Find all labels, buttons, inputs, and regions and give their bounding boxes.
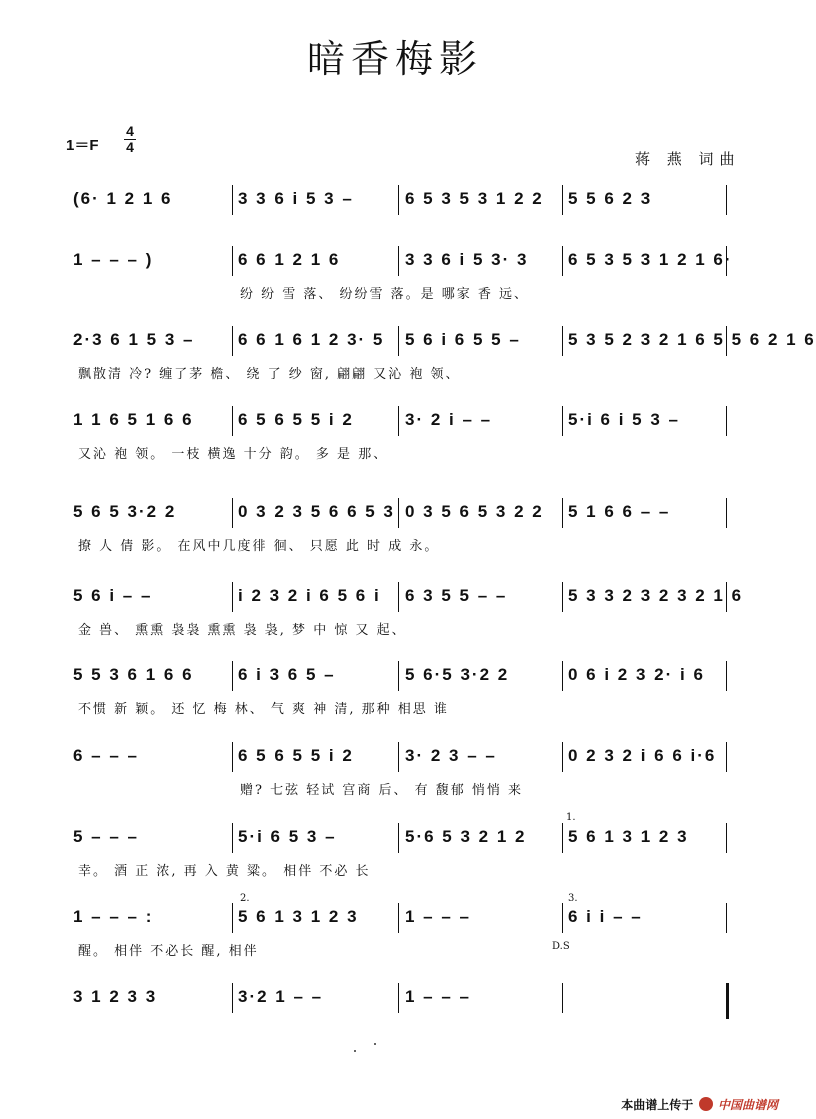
barline [232,661,233,691]
footer-text: 本曲谱上传于 [621,1098,694,1112]
barline [562,246,563,276]
barline [726,903,727,933]
measure: 2·3 6 1 5 3 – [73,330,195,349]
lyric-line: 飘散清 冷? 缠了茅 檐、 绕 了 纱 窗, 翩翩 又沁 袍 领、 [78,367,461,382]
measure: 3 3 6 i 5 3· 3 [405,250,529,269]
measure: 5·i 6 i 5 3 – [568,410,680,429]
volta-second: 2. [240,893,250,904]
barline [562,326,563,356]
measure: 5 6 1 3 1 2 3 [568,827,689,846]
measure: 1 – – – [405,987,471,1006]
barline [562,185,563,215]
measure: 6 5 6 5 5 i 2 [238,410,354,429]
score-row [60,582,744,642]
measure: 5·i 6 5 3 – [238,827,337,846]
measure: 5·6 5 3 2 1 2 [405,827,527,846]
score-row [60,498,730,558]
measure: 0 3 2 3 5 6 6 5 3 [238,502,395,521]
barline [398,983,399,1013]
score-row [60,326,816,386]
footer-credit [621,1096,778,1113]
measure: (6· 1 2 1 6 [73,189,173,208]
lyric-line: 不惯 新 颖。 还 忆 梅 林、 气 爽 神 清, 那种 相思 谁 [78,702,449,717]
barline [398,326,399,356]
barline [232,742,233,772]
measure: 6 5 3 5 3 1 2 1 6· [568,250,733,269]
measure: 6 6 1 2 1 6 [238,250,341,269]
score-row [60,185,730,245]
barline [726,983,729,1019]
lyric-line: 醒。 相伴 不必长 醒, 相伴 [78,944,259,959]
score-row [60,823,730,883]
measure: 3 3 6 i 5 3 – [238,189,354,208]
barline [232,326,233,356]
barline [398,498,399,528]
barline [562,983,563,1013]
measure: 6 i 3 6 5 – [238,665,336,684]
measure: 0 2 3 2 i 6 6 i·6 [568,746,717,765]
barline [398,406,399,436]
score-row [60,903,730,963]
measure: 5 – – – [73,827,139,846]
score-row [60,983,730,1043]
barline [562,582,563,612]
stray-dot [354,1050,356,1052]
measure: 6 – – – [73,746,139,765]
measure: 5 1 6 6 – – [568,502,671,521]
barline [232,246,233,276]
score-row [60,406,730,466]
volta-third: 3. [568,893,578,904]
barline [398,742,399,772]
measure: 5 6 i – – [73,586,153,605]
measure: 1 – – – ) [73,250,154,269]
barline [232,903,233,933]
barline [232,185,233,215]
measure: 5 6 5 3·2 2 [73,502,177,521]
barline [562,661,563,691]
barline [398,903,399,933]
barline [726,498,727,528]
footer-site: 中国曲谱网 [717,1098,778,1112]
measure: 3· 2 i – – [405,410,493,429]
measure: 5 5 6 2 3 [568,189,653,208]
measure: 6 i i – – [568,907,643,926]
composer-credit: 蒋 燕 词曲 [635,150,741,168]
score-row [60,661,730,721]
barline [398,661,399,691]
measure: 5 3 5 2 3 2 1 6 5 5 6 2 1 6 [568,330,816,349]
barline [562,823,563,853]
barline [232,823,233,853]
barline [726,661,727,691]
time-signature [124,124,136,155]
lyric-line: 纷 纷 雪 落、 纷纷雪 落。是 哪家 香 远、 [240,287,530,302]
lyric-line: 撩 人 倩 影。 在风中几度徘 徊、 只愿 此 时 成 永。 [78,539,440,554]
site-logo-icon [699,1097,713,1111]
barline [232,406,233,436]
measure: i 2 3 2 i 6 5 6 i [238,586,381,605]
lyric-line: 幸。 酒 正 浓, 再 入 黄 粱。 相伴 不必 长 [78,864,371,879]
barline [398,582,399,612]
score-row [60,246,733,306]
measure: 5 3 3 2 3 2 3 2 1 6 [568,586,744,605]
measure: 3 1 2 3 3 [73,987,158,1006]
barline [726,185,727,215]
barline [232,498,233,528]
barline [398,823,399,853]
barline [726,823,727,853]
measure: 0 3 5 6 5 3 2 2 [405,502,544,521]
score-title: 暗香梅影 [306,37,483,81]
lyric-line: 赠? 七弦 轻试 宫商 后、 有 馥郁 悄悄 来 [240,783,524,798]
measure: 5 6·5 3·2 2 [405,665,510,684]
measure: 0 6 i 2 3 2· i 6 [568,665,705,684]
stray-dot [374,1043,376,1045]
measure: 6 3 5 5 – – [405,586,508,605]
measure: 1 – – – : [73,907,154,926]
meter-numerator: 4 [126,123,134,139]
measure: 6 5 3 5 3 1 2 2 [405,189,544,208]
barline [398,246,399,276]
barline [562,406,563,436]
barline [232,582,233,612]
measure: 6 6 1 6 1 2 3· 5 [238,330,385,349]
barline [562,742,563,772]
lyric-line: 又沁 袍 领。 一枝 横逸 十分 韵。 多 是 那、 [78,447,389,462]
barline [232,983,233,1013]
measure: 6 5 6 5 5 i 2 [238,746,354,765]
meter-denominator: 4 [126,139,134,155]
score-row [60,742,730,802]
lyric-line: 金 兽、 熏熏 袅袅 熏熏 袅 袅, 梦 中 惊 又 起、 [78,623,407,638]
measure: 3· 2 3 – – [405,746,497,765]
volta-first: 1. [566,812,576,823]
measure: 3·2 1 – – [238,987,324,1006]
measure: 5 6 1 3 1 2 3 [238,907,359,926]
barline [398,185,399,215]
barline [726,742,727,772]
barline [562,498,563,528]
ds-mark: D.S [552,941,570,952]
barline [562,903,563,933]
measure: 1 1 6 5 1 6 6 [73,410,194,429]
measure: 1 – – – [405,907,471,926]
key-signature: 1＝F [66,137,99,154]
measure: 5 6 i 6 5 5 – [405,330,521,349]
barline [726,406,727,436]
measure: 5 5 3 6 1 6 6 [73,665,194,684]
